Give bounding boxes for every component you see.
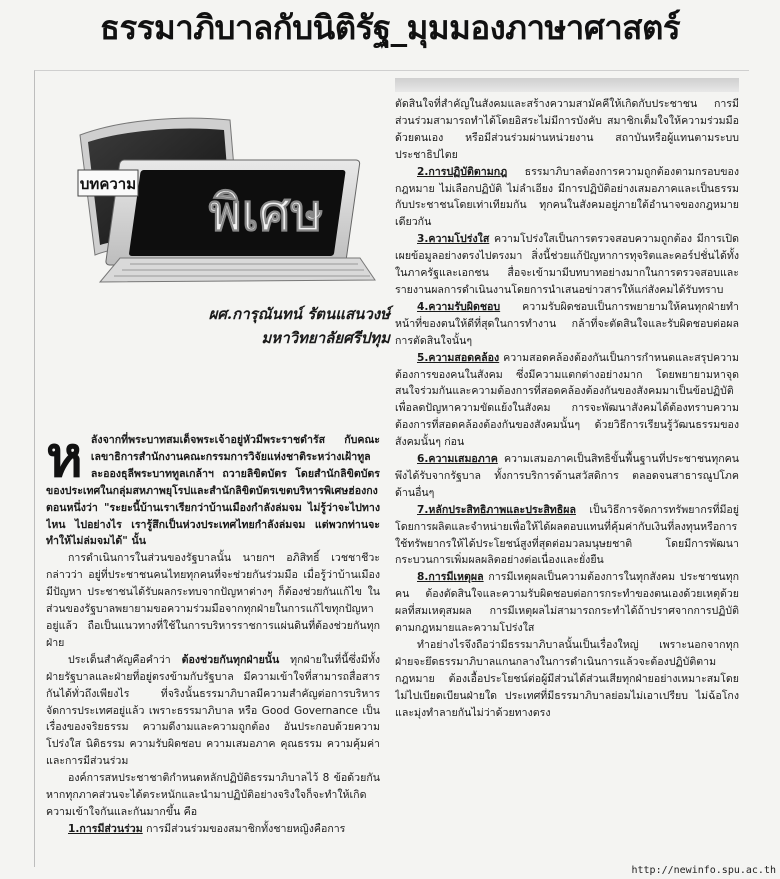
item-5	[395, 350, 739, 451]
paragraph-4: องค์การสหประชาชาติกำหนดหลักปฏิบัติธรรมาภิบาลไว้ 8 ข้อด้วยกัน หากทุกภาคส่วนจะได้ตระหนักและนำมาปฏิบัติอย่างจริงใจก็จะทำให้เกิดความเข้าใจกันและกันมากขึ้น คือ	[46, 772, 380, 818]
item-1-heading: 1.การมีส่วนร่วม	[68, 822, 143, 835]
left-column	[46, 432, 380, 862]
lead-text: ลังจากที่พระบาทสมเด็จพระเจ้าอยู่หัวมีพระราชดำรัส กับคณะเลขาธิการสำนักงานคณะกรรมการวิจัยแห่งชาติระหว่างเฝ้าทูลละอองธุลีพระบาททูลเกล้าฯ ถวายลิขิตบัตร โดยสำนักลิขิตบัตรของประเทศในกลุ่มสหภาพยุโรปและสำนักลิขิตบัตรเขตบริหารพิเศษฮ่องกง ตอนหนึ่งว่า "ระยะนี้บ้านเราเรียกว่าบ้านเมืองกำลังล่มจม ไม่รู้ว่าจะไปทางไหน ไปอย่างไร เรารู้สึกเป็นห่วงประเทศไทยกำลังล่มจม แต่พวกท่านจะทำให้ไม่ล่มจมได้" นั้น	[46, 434, 380, 548]
paragraph-2: การดำเนินการในส่วนของรัฐบาลนั้น นายกฯ อภิสิทธิ์ เวชชาชีวะ กล่าวว่า อยู่ที่ประชาชนคนไทยทุกคนที่จะช่วยกันร่วมมือ เมื่อรู้ว่าบ้านเมืองมีปัญหา ประชาชนได้รับผลกระทบจากปัญหาต่างๆ ก็ต้องช่วยกันแก้ไข ในส่วนของรัฐบาลพยายามขอความร่วมมือจากทุกฝ่ายในการแก้ไขทุกปัญหาอยู่แล้ว ถือเป็นแนวทางที่ใช้ในการบริหารราชการแผ่นดินที่ต้องช่วยกันทุกฝ่าย	[46, 552, 380, 649]
item-heading: 7.หลักประสิทธิภาพและประสิทธิผล	[417, 503, 576, 516]
author-affiliation: มหาวิทยาลัยศรีปทุม	[261, 329, 390, 347]
item-text: ความรับผิดชอบเป็นการพยายามให้คนทุกฝ่ายทำหน้าที่ของตนให้ดีที่สุดในการทำงาน กล้าที่จะตัดสินใจและรับผิดชอบต่อผลการตัดสินใจนั้นๆ	[395, 300, 739, 347]
source-credit: http://newinfo.spu.ac.th	[631, 865, 776, 876]
masthead-strip	[395, 78, 739, 92]
item-text: ความโปร่งใสเป็นการตรวจสอบความถูกต้อง มีการเปิดเผยข้อมูลอย่างตรงไปตรงมา สิ่งนี้ช่วยแก้ปัญหาการทุจริตและคอร์ปชั่นได้ทั้งในภาครัฐและเอกชน สื่อจะเข้ามามีบทบาทอย่างมากในการตรวจสอบและรายงานผลการดำเนินงานโดยการนำเสนอข่าวสารให้แก่สังคมได้รับทราบ	[395, 233, 739, 296]
p3-bold: ต้องช่วยกันทุกฝ่ายนั้น	[181, 653, 280, 666]
item-6	[395, 451, 739, 502]
item-1-text: การมีส่วนร่วมของสมาชิกทั้งชายหญิงคือการ	[142, 822, 346, 835]
item-8	[395, 569, 739, 637]
item-heading: 2.การปฏิบัติตามกฎ	[417, 165, 508, 178]
paragraph-3	[46, 652, 380, 770]
item-heading: 4.ความรับผิดชอบ	[417, 300, 501, 313]
item-text: ธรรมาภิบาลต้องการความถูกต้องตามกรอบของกฎหมาย ไม่เลือกปฏิบัติ ไม่ลำเอียง มีการปฏิบัติอย่างเสมอภาคและเป็นธรรมกับประชาชนโดยเท่าเทียมกัน ทุกคนในสังคมอยู่ภายใต้อำนาจของกฎหมายเดียวกัน	[395, 165, 739, 229]
item-heading: 5.ความสอดคล้อง	[417, 351, 500, 364]
item-text: ความเสมอภาคเป็นสิทธิขั้นพื้นฐานที่ประชาชนทุกคนพึงได้รับจากรัฐบาล ทั้งการบริการด้านสวัสดิการ ตลอดจนสาธารณูปโภคด้านอื่นๆ	[395, 453, 739, 499]
byline	[150, 302, 390, 350]
headline: ธรรมาภิบาลกับนิติรัฐ_มุมมองภาษาศาสตร์	[99, 8, 681, 47]
column-label-word1: บทความ	[79, 175, 137, 193]
item-text: เป็นวิธีการจัดการทรัพยากรที่มีอยู่ โดยการผลิตและจำหน่ายเพื่อให้ได้ผลตอบแทนที่คุ้มค่ากับเงินที่ลงทุนหรือการใช้ทรัพยากรให้ได้ประโยชน์สูงที่สุดต่อมวลมนุษยชาติ โดยมีการพัฒนากระบวนการเพิ่มผลผลิตอย่างต่อเนื่องและยั่งยืน	[395, 503, 739, 567]
item-heading: 8.การมีเหตุผล	[417, 571, 484, 584]
item-text: การมีเหตุผลเป็นความต้องการในทุกสังคม ประชาชนทุกคน ต้องตัดสินใจและความรับผิดชอบต่อการกระทำของตนเองด้วยเหตุด้วยผลที่สมเหตุสมผล การมีเหตุผลไม่สามารถกระทำได้ถ้าปราศจากการปฏิบัติตามกฎหมายและความโปร่งใส	[395, 571, 739, 635]
computer-illustration	[60, 90, 380, 290]
author-name: ผศ.การุณันทน์ รัตนแสนวงษ์	[208, 305, 390, 323]
item-4	[395, 299, 739, 350]
item-3	[395, 231, 739, 299]
p3-after: ทุกฝ่ายในที่นี้ซึ่งมีทั้งฝ่ายรัฐบาลและฝ่ายที่อยู่ตรงข้ามกับรัฐบาล มีความเข้าใจที่สามารถสื่อสารกันได้ทั่วถึงเพียงไร ที่จริงนั้นธรรมาภิบาลมีความสำคัญต่อการบริหารจัดการประเทศอยู่แล้ว เพราะธรรมาภิบาล หรือ Good Governance เป็นเรื่องของจริยธรรม ความดีงามและความถูกต้อง อันประกอบด้วยความโปร่งใส นิติธรรม ความรับผิดชอบ ความเสมอภาค คุณธรรม ความคุ้มค่า และการมีส่วนร่วม	[46, 653, 380, 768]
column-label-word2: พิเศษ	[208, 184, 324, 242]
paragraph-5	[46, 821, 380, 838]
p3-before: ประเด็นสำคัญคือคำว่า	[68, 653, 182, 666]
right-column	[395, 96, 739, 866]
continuation-paragraph: ตัดสินใจที่สำคัญในสังคมและสร้างความสามัคคีให้เกิดกับประชาชน การมีส่วนร่วมสามารถทำได้โดยอิสระไม่มีการบังคับ สมาชิกเต็มใจให้ความร่วมมือด้วยตนเอง หรือมีส่วนร่วมผ่านหน่วยงาน สถาบันหรือผู้แทนตามระบบประชาธิปไตย	[395, 98, 739, 161]
item-7	[395, 502, 739, 570]
item-text: ความสอดคล้องต้องกันเป็นการกำหนดและสรุปความต้องการของคนในสังคม ซึ่งมีความแตกต่างอย่างมาก โดยพยายามหาจุดสนใจร่วมกันและความต้องการที่สอดคล้องต้องกันของสังคมมาเป็นข้อปฏิบัติเพื่อลดปัญหาความขัดแย้งในสังคม การจะพัฒนาสังคมได้ต้องทราบความต้องการที่สอดคล้องต้องกันของสังคมนั้นๆ ด้วยวิธีการเรียนรู้วัฒนธรรมของสังคมนั้นๆ ก่อน	[395, 351, 739, 449]
item-2	[395, 164, 739, 232]
item-heading: 6.ความเสมอภาค	[417, 453, 498, 466]
column-illustration	[60, 90, 380, 290]
dropcap: ห	[46, 432, 83, 490]
item-heading: 3.ความโปร่งใส	[417, 233, 490, 246]
lead-paragraph	[46, 432, 380, 550]
closing-paragraph: ทำอย่างไรจึงถือว่ามีธรรมาภิบาลนั้นเป็นเรื่องใหญ่ เพราะนอกจากทุกฝ่ายจะยึดธรรมาภิบาลแกนกลางในการดำเนินการแล้วจะต้องปฏิบัติตามกฎหมาย ต้องเอื้อประโยชน์ต่อผู้มีส่วนได้ส่วนเสียทุกฝ่ายอย่างเหมาะสมโดยไม่ไปเบียดเบียนฝ่ายใด ประเทศที่มีธรรมาภิบาลย่อมไม่เอาเปรียบ ไม่ฉ้อโกง และมุ่งทำลายกันไม่ว่าด้วยทางตรง	[395, 639, 739, 719]
